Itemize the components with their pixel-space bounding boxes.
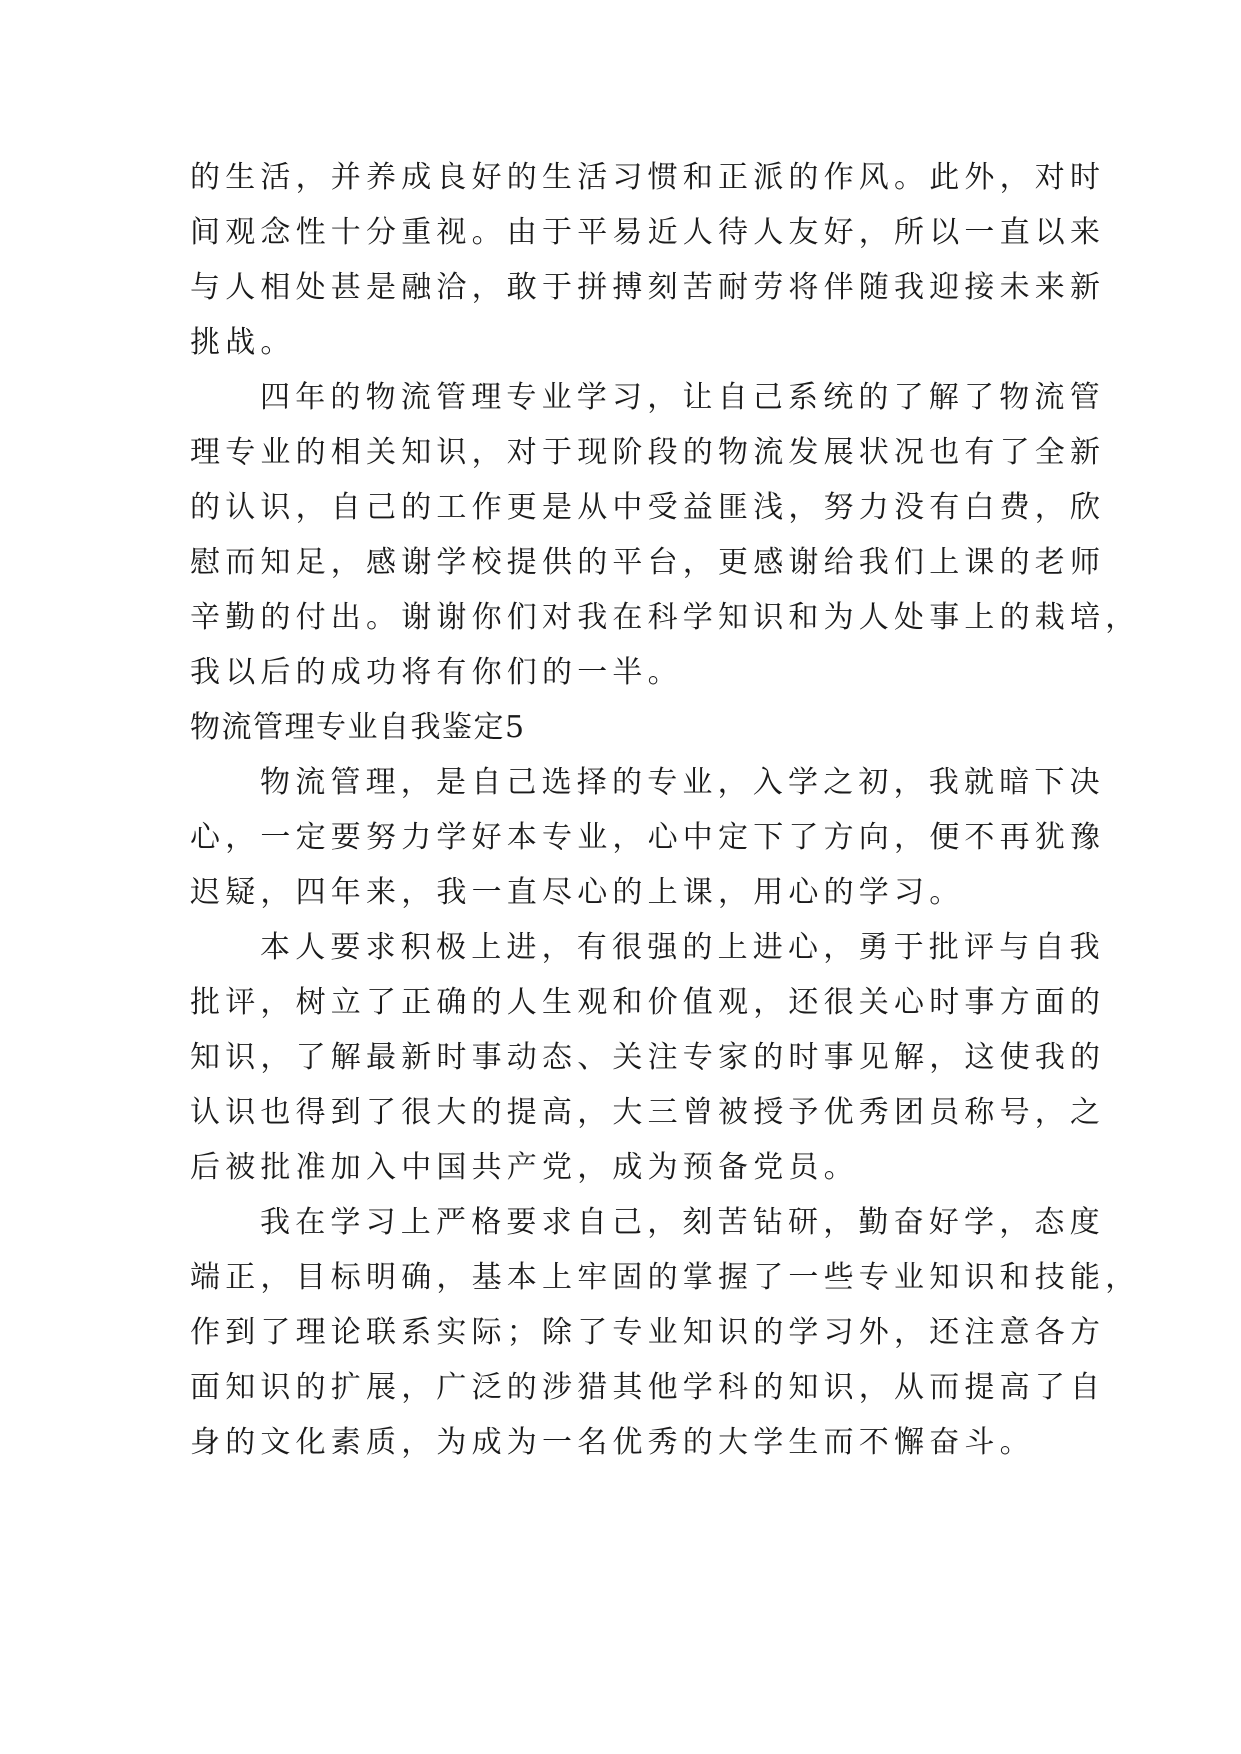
text-line: 心，一定要努力学好本专业，心中定下了方向，便不再犹豫 — [190, 820, 1106, 855]
text-line: 间观念性十分重视。由于平易近人待人友好，所以一直以来 — [190, 215, 1106, 250]
text-line: 批评，树立了正确的人生观和价值观，还很关心时事方面的 — [190, 985, 1106, 1020]
document-body — [190, 150, 1141, 1470]
text-line: 与人相处甚是融洽，敢于拼搏刻苦耐劳将伴随我迎接未来新 — [190, 270, 1106, 305]
text-line: 迟疑，四年来，我一直尽心的上课，用心的学习。 — [190, 875, 965, 910]
text-line: 认识也得到了很大的提高，大三曾被授予优秀团员称号，之 — [190, 1095, 1106, 1130]
text-line: 作到了理论联系实际；除了专业知识的学习外，还注意各方 — [190, 1315, 1106, 1350]
text-line: 我以后的成功将有你们的一半。 — [190, 655, 683, 690]
text-line: 的认识，自己的工作更是从中受益匪浅，努力没有白费，欣 — [190, 490, 1106, 525]
text-line: 理专业的相关知识，对于现阶段的物流发展状况也有了全新 — [190, 435, 1106, 470]
text-line: 面知识的扩展，广泛的涉猎其他学科的知识，从而提高了自 — [190, 1370, 1106, 1405]
paragraph-first-line: 本人要求积极上进，有很强的上进心，勇于批评与自我 — [260, 930, 1105, 965]
paragraph-first-line: 四年的物流管理专业学习，让自己系统的了解了物流管 — [260, 380, 1105, 415]
section-heading: 物流管理专业自我鉴定5 — [190, 710, 526, 745]
paragraph-first-line: 我在学习上严格要求自己，刻苦钻研，勤奋好学，态度 — [260, 1205, 1105, 1240]
text-line: 挑战。 — [190, 325, 296, 360]
text-line: 的生活，并养成良好的生活习惯和正派的作风。此外，对时 — [190, 160, 1106, 195]
text-line: 端正，目标明确，基本上牢固的掌握了一些专业知识和技能， — [190, 1260, 1141, 1295]
text-line: 辛勤的付出。谢谢你们对我在科学知识和为人处事上的栽培， — [190, 600, 1141, 635]
text-line: 身的文化素质，为成为一名优秀的大学生而不懈奋斗。 — [190, 1425, 1035, 1460]
paragraph-first-line: 物流管理，是自己选择的专业，入学之初，我就暗下决 — [260, 765, 1105, 800]
text-line: 知识，了解最新时事动态、关注专家的时事见解，这使我的 — [190, 1040, 1106, 1075]
text-line: 慰而知足，感谢学校提供的平台，更感谢给我们上课的老师 — [190, 545, 1106, 580]
text-line: 后被批准加入中国共产党，成为预备党员。 — [190, 1150, 859, 1185]
